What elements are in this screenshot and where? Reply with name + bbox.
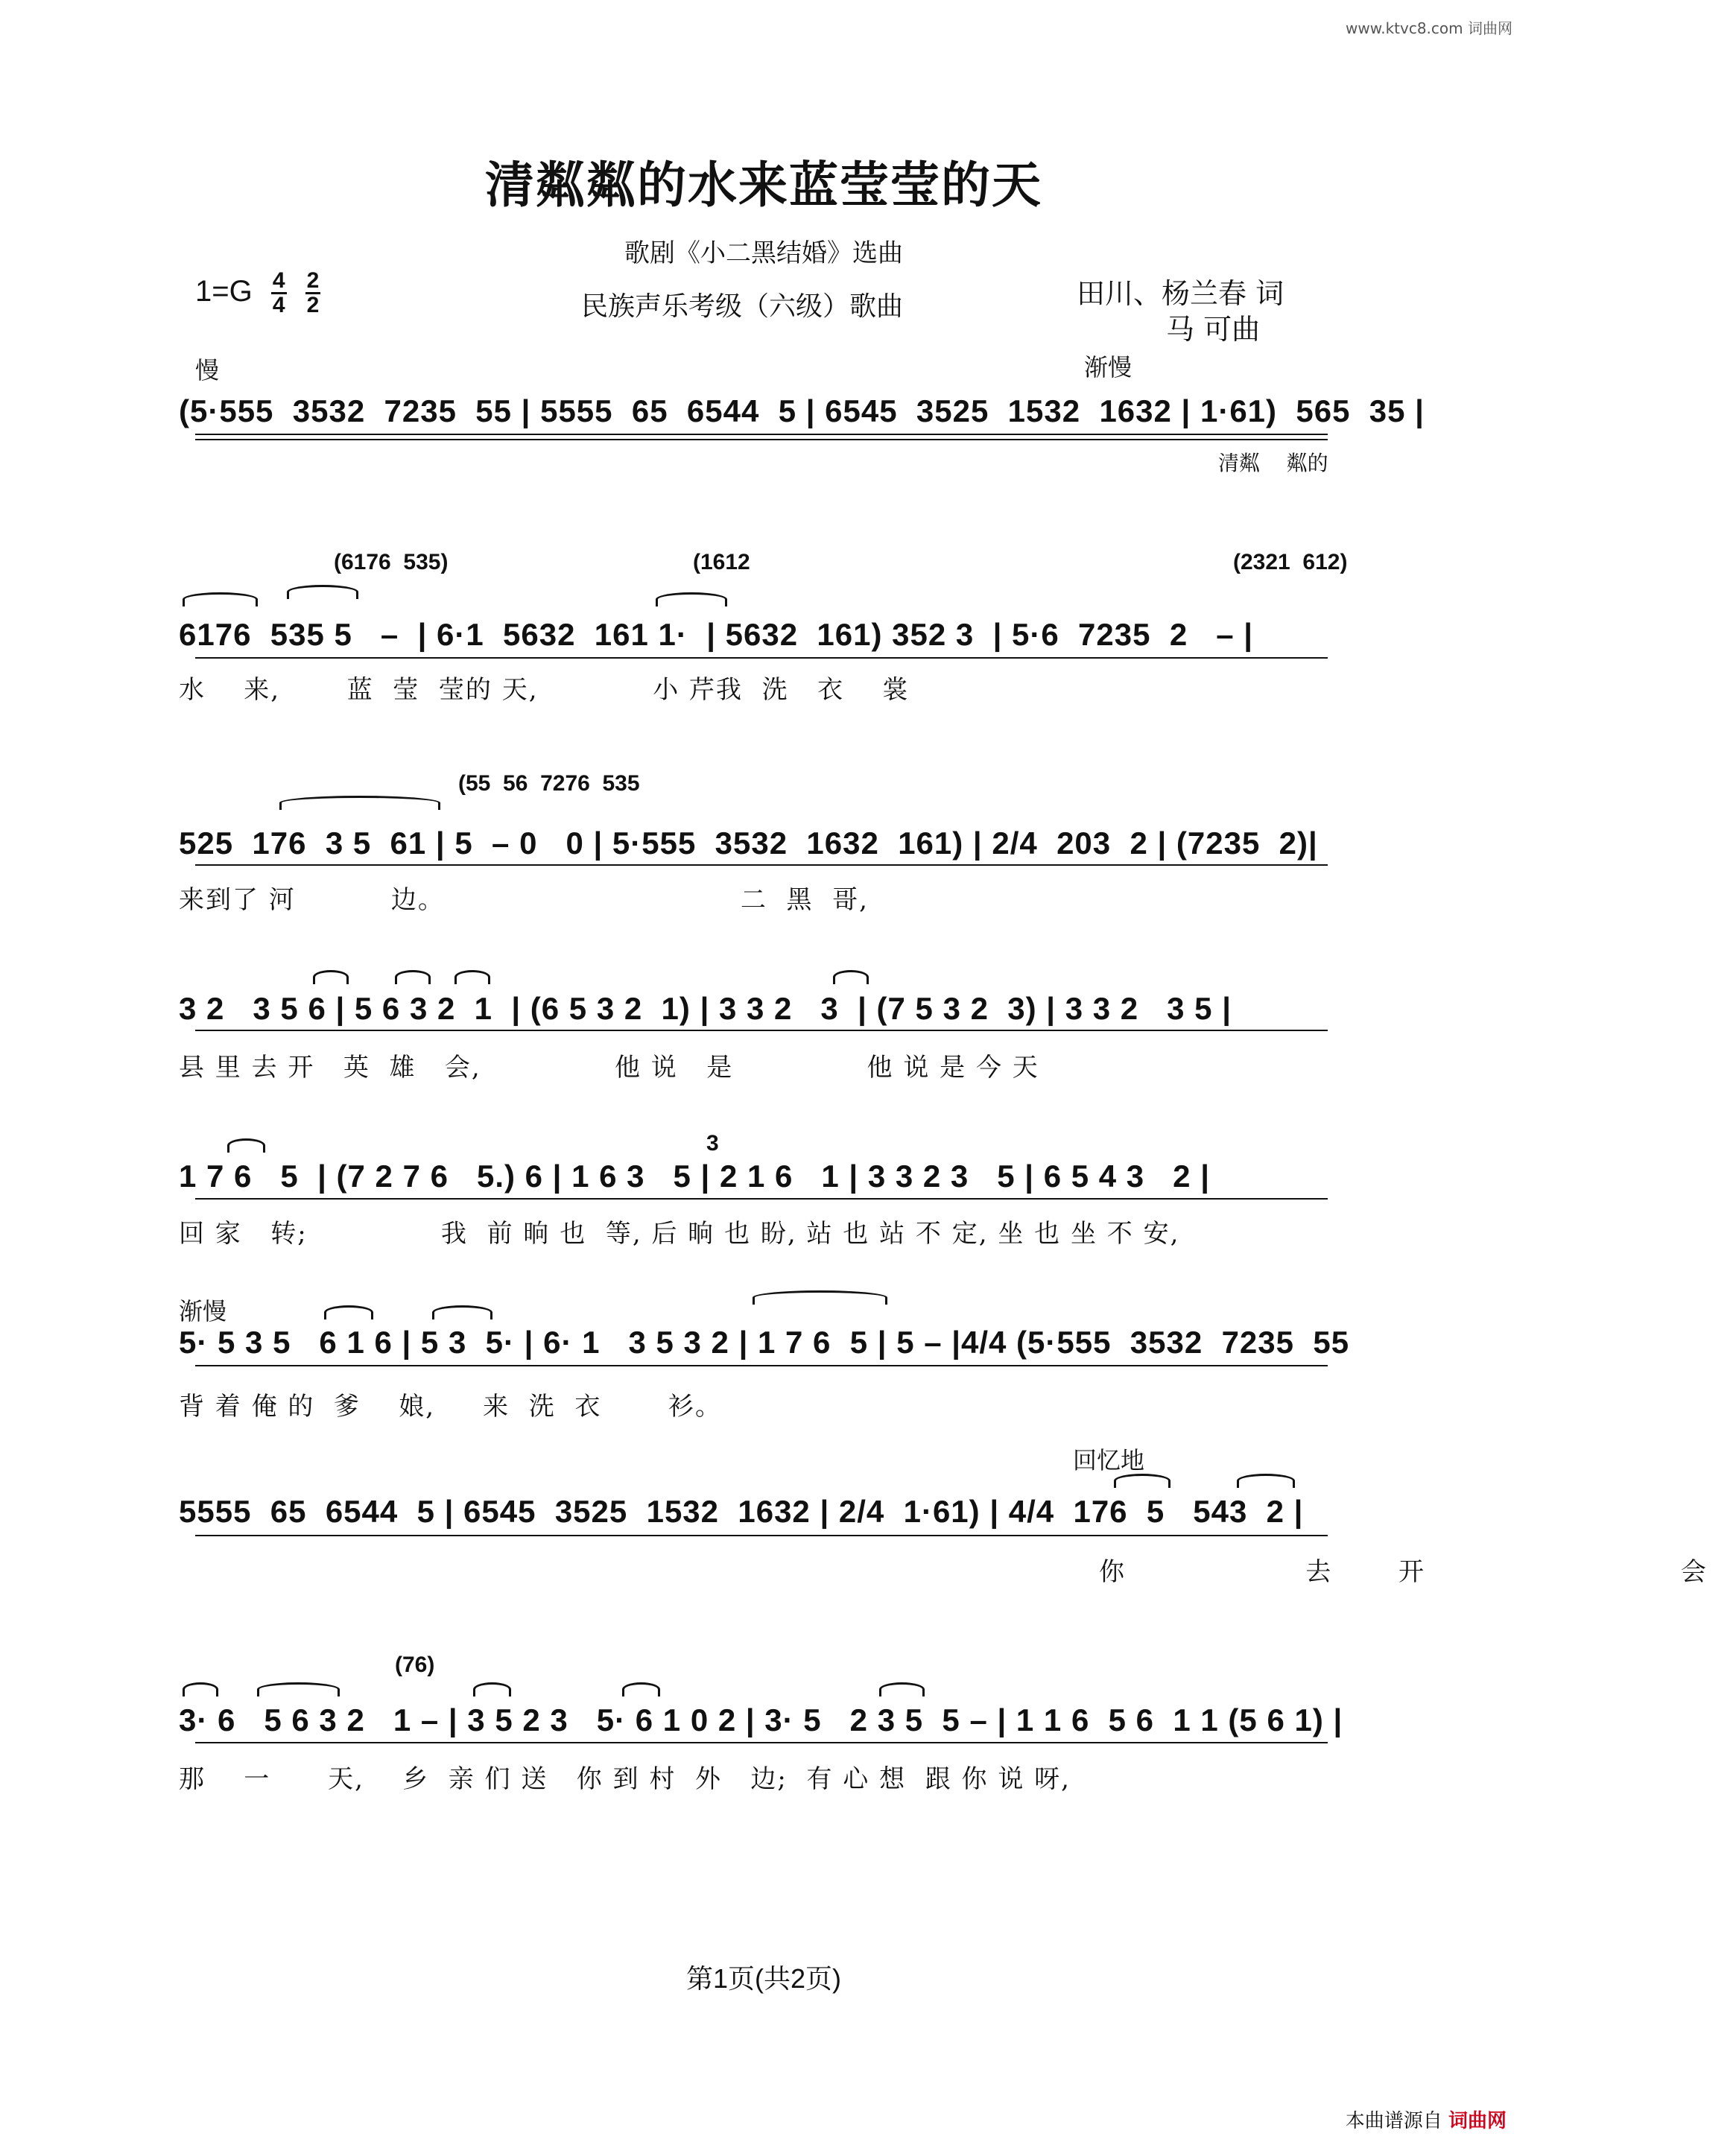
slur-mark xyxy=(227,1138,265,1153)
key-signature xyxy=(195,270,320,317)
ornament: (1612 xyxy=(693,550,750,574)
watermark-text: 本曲谱源自 xyxy=(1345,2110,1442,2132)
beam-line xyxy=(195,1030,1328,1031)
lyric-line-2: 水 来, 蓝 莹 莹的 天, 小 芹我 洗 衣 裳 xyxy=(179,675,910,705)
slur-mark xyxy=(313,970,349,984)
watermark-brand: 词曲网 xyxy=(1448,2110,1507,2132)
ornament: (55 56 7276 535 xyxy=(458,771,640,796)
notation-line-4: 3 2 3 5 6 | 5 6 3 2 1 | (6 5 3 2 1) | 3 3 2 3 | (7 5 3 2 3) | 3 3 2 3 5 | xyxy=(179,991,1232,1026)
slur-mark xyxy=(622,1682,660,1696)
time-signature-2-4 xyxy=(305,270,321,317)
slur-mark xyxy=(753,1290,887,1305)
slur-mark xyxy=(183,592,258,606)
ornament: 3 xyxy=(706,1131,719,1156)
slur-mark xyxy=(454,970,490,984)
notation-line-3: 525 176 3 5 61 | 5 – 0 0 | 5·555 3532 1632 161) | 2/4 203 2 | (7235 2)| xyxy=(179,826,1318,861)
notation-line-2: 6176 535 5 – | 6·1 5632 161 1· | 5632 161) 352 3 | 5·6 7235 2 – | xyxy=(179,617,1253,652)
notation-line-1: (5·555 3532 7235 55 | 5555 65 6544 5 | 6545 3525 1532 1632 | 1·61) 565 35 | xyxy=(179,393,1425,428)
meter-bottom: 2 xyxy=(306,293,320,317)
tempo-mark: 回忆地 xyxy=(1073,1446,1145,1474)
slur-mark xyxy=(1237,1474,1295,1488)
tempo-mark: 慢 xyxy=(195,356,220,384)
lyric-line-1: 清粼 粼的 xyxy=(1218,451,1328,475)
slur-mark xyxy=(183,1682,218,1696)
time-signature-4-4 xyxy=(271,270,287,317)
slur-mark xyxy=(432,1305,492,1319)
slur-mark xyxy=(395,970,431,984)
beam-line xyxy=(195,1535,1328,1536)
slur-mark xyxy=(879,1682,925,1696)
beam-line xyxy=(195,1365,1328,1366)
slur-mark xyxy=(287,585,358,599)
beam-line xyxy=(195,864,1328,866)
page-number: 第1页(共2页) xyxy=(685,1963,842,1994)
beam-line xyxy=(195,439,1328,440)
ornament: (6176 535) xyxy=(334,550,449,574)
slur-mark xyxy=(656,592,727,606)
lyricist: 田川、杨兰春 词 xyxy=(1077,277,1284,310)
lyric-line-6: 背 着 俺 的 爹 娘, 来 洗 衣 衫。 xyxy=(179,1392,722,1422)
lyric-line-8: 那 一 天, 乡 亲 们 送 你 到 村 外 边; 有 心 想 跟 你 说 呀, xyxy=(179,1764,1071,1794)
slur-mark xyxy=(324,1305,373,1319)
composer: 马 可曲 xyxy=(1166,313,1261,346)
notation-line-7: 5555 65 6544 5 | 6545 3525 1532 1632 | 2/4 1·61) | 4/4 176 5 543 2 | xyxy=(179,1494,1304,1529)
beam-line xyxy=(195,1742,1328,1743)
slur-mark xyxy=(473,1682,511,1696)
song-subtitle: 歌剧《小二黑结婚》选曲 xyxy=(624,238,903,268)
notation-line-6: 5· 5 3 5 6 1 6 | 5 3 5· | 6· 1 3 5 3 2 | 1 7 6 5 | 5 – |4/4 (5·555 3532 7235 55 xyxy=(179,1325,1350,1360)
meter-top: 2 xyxy=(306,268,320,293)
bottom-watermark xyxy=(1346,2106,1507,2133)
ornament: (76) xyxy=(395,1653,435,1677)
meter-bottom: 4 xyxy=(272,293,285,317)
slur-mark xyxy=(1114,1474,1170,1488)
lyric-line-4: 县 里 去 开 英 雄 会, 他 说 是 他 说 是 今 天 xyxy=(179,1053,1039,1083)
meter-top: 4 xyxy=(272,268,285,293)
top-watermark: www.ktvc8.com 词曲网 xyxy=(1345,19,1512,37)
right-margin-watermark xyxy=(1512,0,1523,2145)
lyric-line-3: 来到了 河 边。 二 黑 哥, xyxy=(179,885,869,915)
beam-line xyxy=(195,434,1328,435)
lyric-line-7: 你 去 开 会 xyxy=(1099,1557,1736,1587)
tempo-mark: 渐慢 xyxy=(179,1297,227,1325)
slur-mark xyxy=(833,970,869,984)
beam-line xyxy=(195,1198,1328,1200)
ornament: (2321 612) xyxy=(1233,550,1348,574)
beam-line xyxy=(195,657,1328,659)
exam-note: 民族声乐考级（六级）歌曲 xyxy=(581,291,904,322)
tempo-mark: 渐慢 xyxy=(1084,353,1132,381)
lyric-line-5: 回 家 转; 我 前 晌 也 等, 后 晌 也 盼, 站 也 站 不 定, 坐 也 坐 不 安, xyxy=(179,1219,1180,1249)
slur-mark xyxy=(257,1682,340,1696)
credits xyxy=(1077,276,1284,347)
key-label: 1=G xyxy=(195,275,253,308)
notation-line-8: 3· 6 5 6 3 2 1 – | 3 5 2 3 5· 6 1 0 2 | 3· 5 2 3 5 5 – | 1 1 6 5 6 1 1 (5 6 1) | xyxy=(179,1702,1343,1737)
left-margin-watermark xyxy=(4,0,15,2145)
song-title: 清粼粼的水来蓝莹莹的天 xyxy=(485,156,1042,214)
notation-line-5: 1 7 6 5 | (7 2 7 6 5.) 6 | 1 6 3 5 | 2 1 6 1 | 3 3 2 3 5 | 6 5 4 3 2 | xyxy=(179,1159,1210,1194)
slur-mark xyxy=(279,796,440,810)
